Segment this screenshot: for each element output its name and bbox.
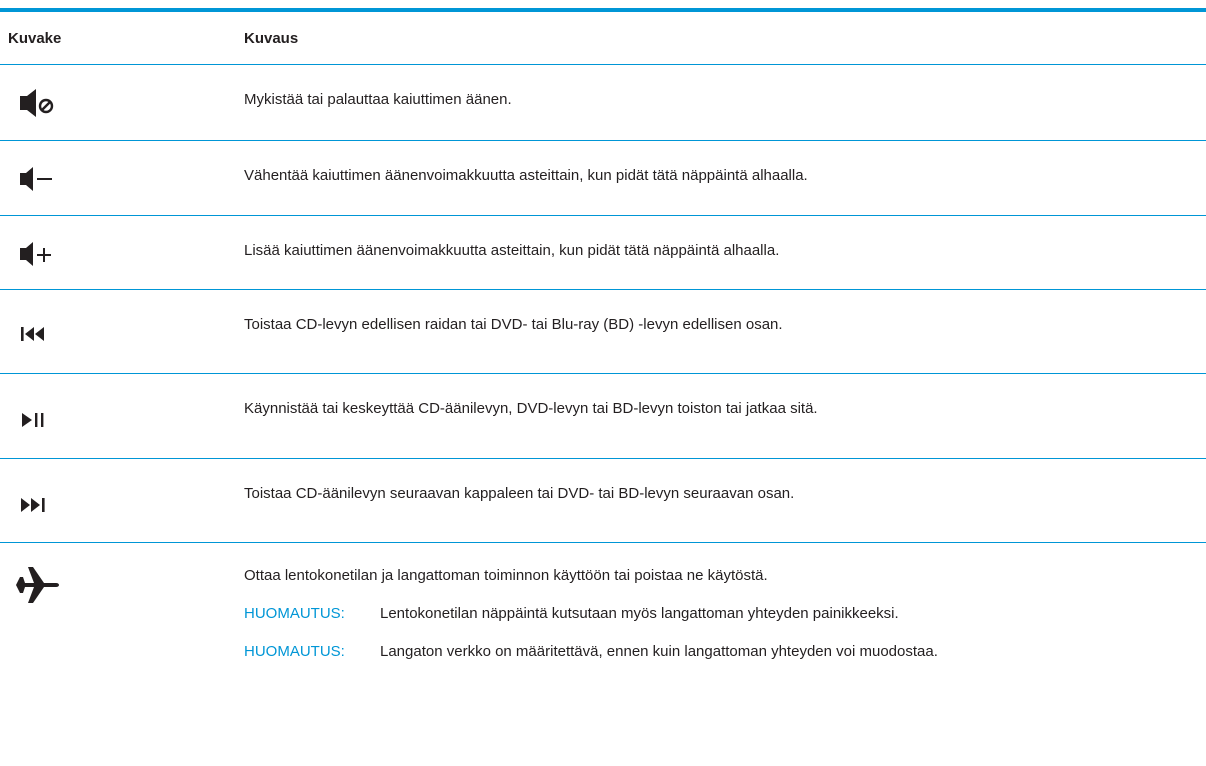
note-text: Lentokonetilan näppäintä kutsutaan myös langattoman yhteyden painikkeeksi. xyxy=(380,605,899,622)
table-row xyxy=(0,65,1206,141)
volume-up-icon xyxy=(18,238,58,270)
header-kuvake: Kuvake xyxy=(8,30,62,47)
table-row xyxy=(0,216,1206,290)
table-row xyxy=(0,459,1206,543)
row-description-block xyxy=(244,567,1196,661)
table-row xyxy=(0,141,1206,216)
note xyxy=(244,643,1196,661)
row-description: Käynnistää tai keskeyttää CD-äänilevyn, DVD-levyn tai BD-levyn toiston tai jatkaa sitä. xyxy=(244,400,818,417)
note-text: Langaton verkko on määritettävä, ennen kuin langattoman yhteyden voi muodostaa. xyxy=(380,643,938,660)
note-label: HUOMAUTUS: xyxy=(244,605,345,622)
note xyxy=(244,605,1196,623)
table-row xyxy=(0,290,1206,374)
note-label: HUOMAUTUS: xyxy=(244,643,345,660)
row-description: Mykistää tai palauttaa kaiuttimen äänen. xyxy=(244,91,512,108)
next-track-icon xyxy=(18,489,58,521)
airplane-mode-icon xyxy=(14,565,62,605)
row-description: Ottaa lentokonetilan ja langattoman toiminnon käyttöön tai poistaa ne käytöstä. xyxy=(244,567,768,584)
row-description: Vähentää kaiuttimen äänenvoimakkuutta asteittain, kun pidät tätä näppäintä alhaalla. xyxy=(244,167,808,184)
mute-speaker-icon xyxy=(18,87,58,119)
row-description: Lisää kaiuttimen äänenvoimakkuutta asteittain, kun pidät tätä näppäintä alhaalla. xyxy=(244,242,780,259)
table-row xyxy=(0,374,1206,459)
function-key-table xyxy=(0,8,1206,663)
previous-track-icon xyxy=(18,318,58,350)
table-header-row xyxy=(0,12,1206,65)
play-pause-icon xyxy=(18,404,58,436)
header-kuvaus: Kuvaus xyxy=(244,30,299,47)
row-description: Toistaa CD-äänilevyn seuraavan kappaleen tai DVD- tai BD-levyn seuraavan osan. xyxy=(244,485,795,502)
volume-down-icon xyxy=(18,163,58,195)
table-row xyxy=(0,543,1206,663)
row-description: Toistaa CD-levyn edellisen raidan tai DVD- tai Blu-ray (BD) -levyn edellisen osan. xyxy=(244,316,783,333)
